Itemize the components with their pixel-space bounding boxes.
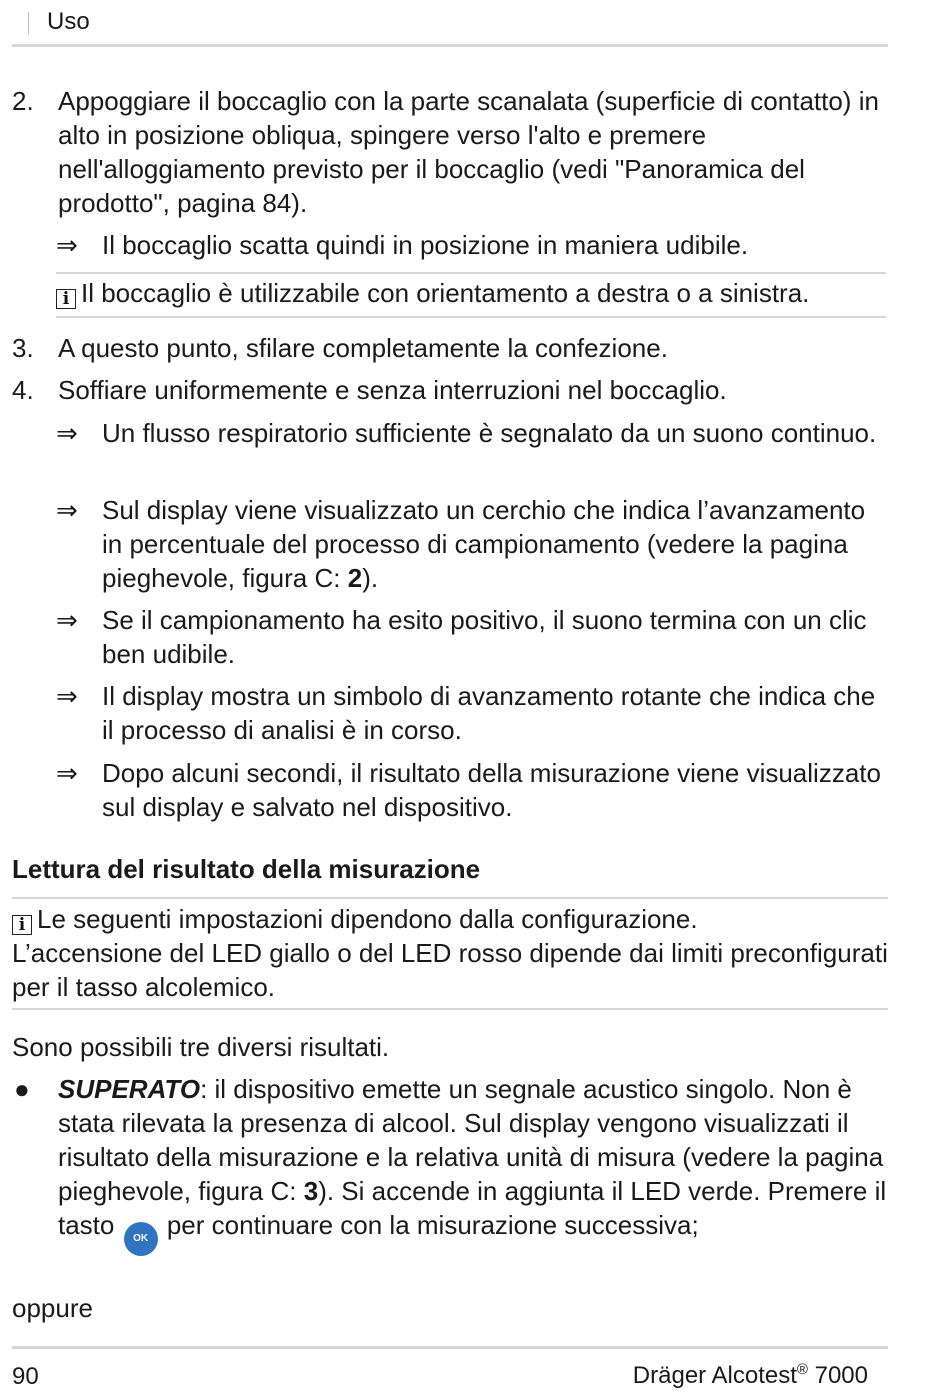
step-text: A questo punto, sfilare completamente la confezione. [58,333,668,363]
info-note-text: Il boccaglio è utilizzabile con orientamento a destra o a sinistra. [81,278,810,308]
note-line: Le seguenti impostazioni dipendono dalla configurazione. [37,904,698,934]
result-arrow-icon: ⇒ [56,418,78,448]
step-number: 3. [12,333,34,363]
bullet-text: SUPERATO: il dispositivo emette un segnale acustico singolo. Non è stata rilevata la presenza di alcool. Sul display vengono visualizzati il risultato della misurazione e la relativa unità di misura (vedere la pagina pieghevole, figura C: 3). Si accende in aggiunta il LED verde. Premere il tasto OK per continuare con la misurazione successiva; [58,1072,888,1256]
result-arrow-icon: ⇒ [56,758,78,788]
result-arrow-icon: ⇒ [56,230,78,260]
step-number: 4. [12,375,34,405]
step-text: Soffiare uniformemente e senza interruzioni nel boccaglio. [58,375,727,405]
step-number: 2. [12,86,34,116]
info-icon: i [12,915,32,935]
oppure-text: oppure [12,1293,93,1323]
results-intro: Sono possibili tre diversi risultati. [12,1032,390,1062]
result-text: Dopo alcuni secondi, il risultato della misurazione viene visualizzato sul display e salvato nel dispositivo. [102,758,881,822]
header-title: Uso [47,8,90,35]
footer-divider [12,1346,888,1349]
bullet-dot: ● [14,1074,30,1104]
info-icon: i [56,289,76,309]
page-header [12,6,888,47]
figure-reference: 2 [347,563,363,593]
ok-button-icon: OK [124,1222,158,1256]
result-term: SUPERATO [58,1074,201,1104]
info-note [56,272,886,318]
step-text: Appoggiare il boccaglio con la parte scanalata (superficie di contatto) in alto in posizione obliqua, spingere verso l'alto e premere nell'alloggiamento previsto per il boccaglio (vedi "Panoramica del prodotto", pagina 84). [58,86,879,218]
header-divider [28,12,29,34]
section-heading: Lettura del risultato della misurazione [12,854,481,884]
registered-mark: ® [796,1361,808,1378]
page-number: 90 [12,1363,39,1390]
result-arrow-icon: ⇒ [56,495,78,525]
result-text: Sul display viene visualizzato un cerchio che indica l’avanzamento in percentuale del processo di campionamento (vedere la pagina pieghevole, figura C: 2). [102,495,866,593]
result-text: Il display mostra un simbolo di avanzamento rotante che indica che il processo di analisi è in corso. [102,681,876,745]
config-info-note [12,897,888,1010]
note-text: L’accensione del LED giallo o del LED rosso dipende dai limiti preconfigurati per il tasso alcolemico. [12,938,888,1002]
footer-brand: Dräger Alcotest® 7000 [632,1361,868,1389]
result-arrow-icon: ⇒ [56,605,78,635]
result-text: Il boccaglio scatta quindi in posizione in maniera udibile. [102,230,749,260]
result-arrow-icon: ⇒ [56,681,78,711]
result-text: Un flusso respiratorio sufficiente è segnalato da un suono continuo. [102,418,877,448]
figure-reference: 3 [303,1176,319,1206]
result-text: Se il campionamento ha esito positivo, il suono termina con un clic ben udibile. [102,605,867,669]
